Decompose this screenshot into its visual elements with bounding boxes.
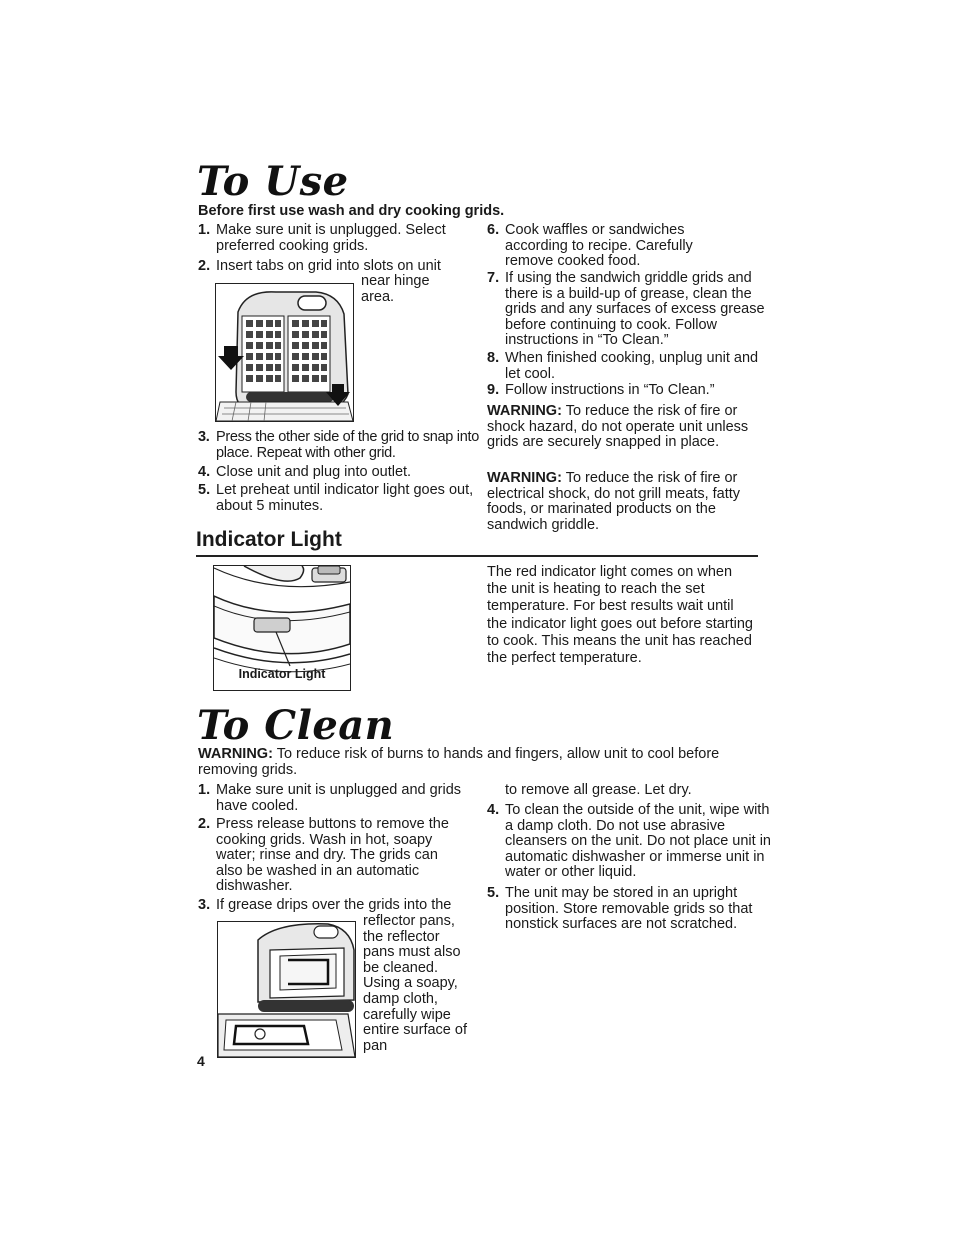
indicator-heading: Indicator Light bbox=[196, 528, 342, 551]
to-use-step-5: 5. Let preheat until indicator light goes out, about 5 minutes. bbox=[198, 482, 474, 514]
to-clean-warning: WARNING: To reduce risk of burns to hands and fingers, allow unit to cool before removing grids. bbox=[198, 746, 720, 778]
to-clean-step-3-cont: to remove all grease. Let dry. bbox=[505, 782, 692, 798]
to-use-step-9: 9. Follow instructions in “To Clean.” bbox=[487, 382, 715, 398]
reflector-pan-illustration bbox=[217, 921, 356, 1058]
to-use-title: To Use bbox=[197, 158, 349, 205]
to-clean-step-2: 2. Press release buttons to remove the cooking grids. Wash in hot, soapy water; rinse and dry. The grids can also be washed in an automatic dishwasher. bbox=[198, 816, 449, 895]
to-clean-step-3: 3. If grease drips over the grids into the bbox=[198, 897, 452, 913]
to-use-step-2-tail: near hinge area. bbox=[361, 273, 430, 305]
to-use-warning-1: WARNING: To reduce the risk of fire or shock hazard, do not operate unit unless grids are securely snapped in place. bbox=[487, 403, 749, 451]
section-divider bbox=[196, 555, 758, 557]
indicator-caption: Indicator Light bbox=[238, 667, 326, 681]
page-number: 4 bbox=[197, 1053, 205, 1069]
indicator-light-illustration bbox=[213, 565, 351, 691]
to-use-step-3: 3. Press the other side of the grid to snap into place. Repeat with other grid. bbox=[198, 429, 479, 461]
waffle-maker-icon bbox=[216, 284, 353, 421]
to-use-step-7: 7. If using the sandwich griddle grids and there is a build-up of grease, clean the grids and any surfaces of excess grease before continuing to cook. Follow instructions in “To Clean.” bbox=[487, 270, 765, 349]
to-clean-title: To Clean bbox=[197, 702, 395, 749]
to-clean-step-4: 4. To clean the outside of the unit, wipe with a damp cloth. Do not use abrasive cleansers on the unit. Do not place unit in automatic dishwasher or immerse unit in water or other liquid. bbox=[487, 802, 771, 881]
to-clean-step-3-tail: reflector pans, the reflector pans must also be cleaned. Using a soapy, damp cloth, carefully wipe entire surface of pan bbox=[363, 913, 467, 1054]
reflector-pan-icon bbox=[218, 922, 355, 1057]
indicator-description: The red indicator light comes on when the unit is heating to reach the set temperature. For best results wait until the indicator light goes out before starting to cook. This means the unit has reached the perfect temperature. bbox=[487, 564, 753, 667]
to-use-warning-2: WARNING: To reduce the risk of fire or electrical shock, do not grill meats, fatty foods, or marinated products on the sandwich griddle. bbox=[487, 470, 741, 533]
to-use-intro: Before first use wash and dry cooking grids. bbox=[198, 203, 505, 219]
to-clean-step-5: 5. The unit may be stored in an upright position. Store removable grids so that nonstick surfaces are not scratched. bbox=[487, 885, 753, 933]
to-clean-step-1: 1. Make sure unit is unplugged and grids have cooled. bbox=[198, 782, 462, 814]
grid-insert-illustration bbox=[215, 283, 354, 422]
to-use-step-6: 6. Cook waffles or sandwiches according to recipe. Carefully remove cooked food. bbox=[487, 222, 693, 270]
to-use-step-4: 4. Close unit and plug into outlet. bbox=[198, 464, 412, 480]
to-use-step-2: 2. Insert tabs on grid into slots on unit bbox=[198, 258, 441, 274]
to-use-step-8: 8. When finished cooking, unplug unit and let cool. bbox=[487, 350, 759, 382]
to-use-step-1: 1. Make sure unit is unplugged. Select preferred cooking grids. bbox=[198, 222, 446, 254]
